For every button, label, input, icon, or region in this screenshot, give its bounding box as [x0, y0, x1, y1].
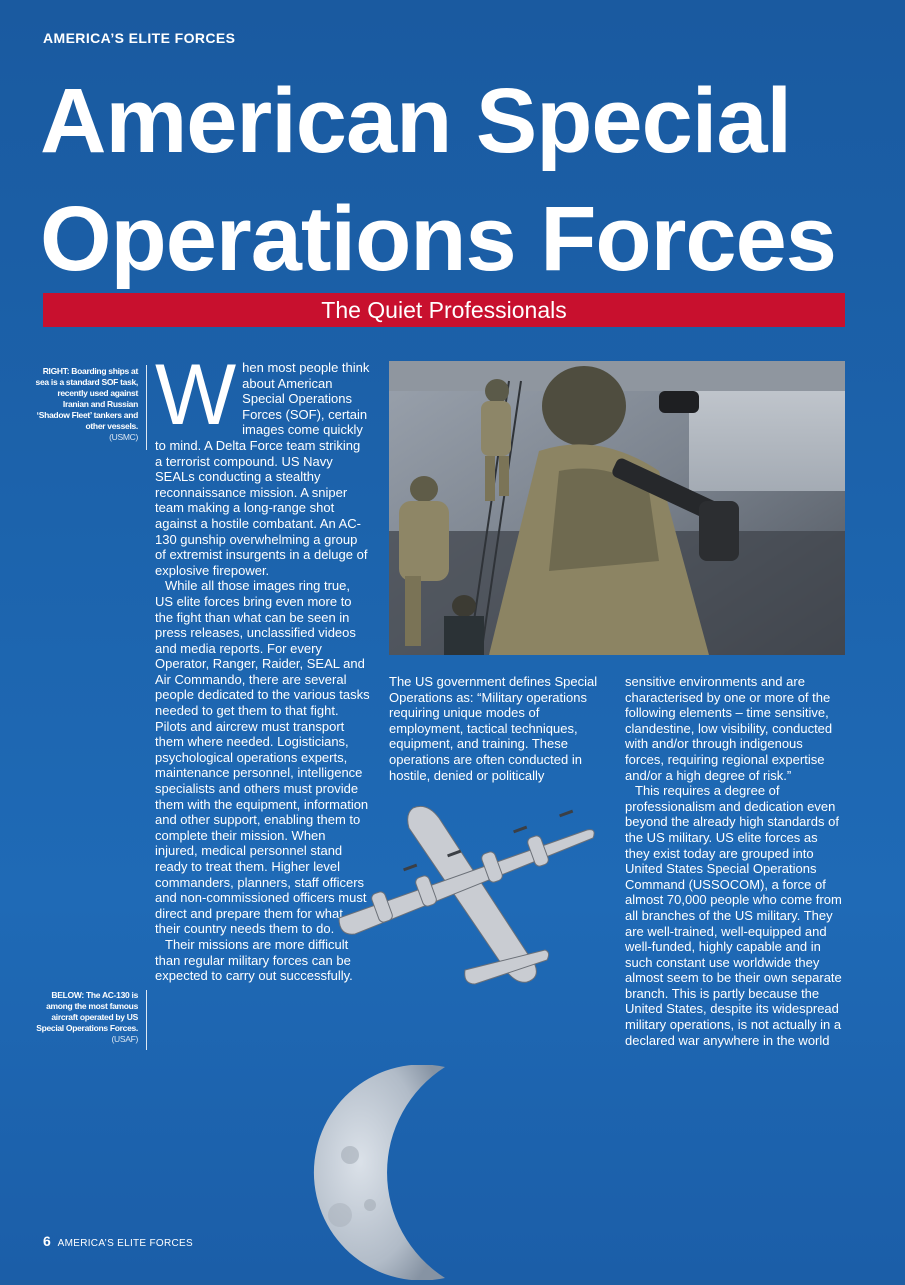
- photo-illustration: [389, 361, 845, 655]
- subtitle: The Quiet Professionals: [321, 297, 567, 323]
- ac-130-aircraft-image: [335, 800, 605, 990]
- paragraph: The US government defines Special Operations as: “Military operations requiring unique modes of employment, tactical techniques, equipment, and training. These operations are often conducted in hostile, denied or politically: [389, 674, 598, 783]
- caption-divider: [146, 990, 147, 1050]
- page-number: 6: [43, 1233, 52, 1249]
- paragraph: Their missions are more difficult than regular military forces can be expected to carry out successfully.: [155, 936, 353, 984]
- article-column-2: [389, 674, 604, 783]
- crescent-moon-image: [310, 1065, 460, 1280]
- paragraph: hen most people think about American Special Operations Forces (SOF), certain images come quickly to mind. A Delta Force team striking a terrorist compound. US Navy SEALs conducting a stealthy reconnaissance mission. A sniper team making a long-range shot against a hostile combatant. An AC-130 gunship overwhelming a group of extremist insurgents in a deluge of explosive firepower.: [155, 360, 370, 578]
- subtitle-banner: [43, 293, 845, 327]
- caption-right-text: RIGHT: Boarding ships at sea is a standard SOF task, recently used against Iranian and Russian ‘Shadow Fleet’ tankers and other vessels.: [35, 366, 138, 431]
- boarding-operators-photo: [389, 361, 845, 655]
- footer-label: AMERICA’S ELITE FORCES: [57, 1238, 193, 1249]
- paragraph: sensitive environments and are characterised by one or more of the following elements – time sensitive, clandestine, low visibility, conducted with and/or through indigenous forces, requiring regional expertise and/or a high degree of risk.”: [625, 674, 833, 783]
- page-title: [40, 62, 870, 298]
- paragraph: This requires a degree of professionalism and dedication even beyond the already high standards of the US military. US elite forces as they exist today are grouped into United States Special Operations Command (USSOCOM), a force of almost 70,000 people who come from all branches of the US military. They are well-trained, well-equipped and well-funded, highly capable and in such constant use worldwide they almost seem to be their own separate branch. This is partly because the United States, despite its widespread military operations, is not actually in a declared war anywhere in the world: [625, 783, 842, 1048]
- title-line-2: Operations Forces: [40, 188, 836, 290]
- caption-right-credit: (USMC): [109, 432, 138, 442]
- moon-illustration: [310, 1065, 460, 1280]
- caption-below-text: BELOW: The AC-130 is among the most famous aircraft operated by US Special Operations Forces.: [36, 990, 138, 1033]
- page-footer: [43, 1233, 193, 1249]
- aircraft-illustration: [335, 800, 605, 990]
- paragraph: While all those images ring true, US elite forces bring even more to the fight than what can be seen in press releases, unclassified videos and media reports. For every Operator, Ranger, Raider, SEAL and Air Commando, there are several people dedicated to the various tasks needed to get them to that fight. Pilots and aircrew must transport them where needed. Logisticians, psychological operations experts, maintenance personnel, intelligence specialists and others must provide them with the equipment, information and other support, enabling them to complete their mission. When injured, medical personnel stand ready to treat them. Higher level commanders, planners, staff officers and non-commissioned officers must direct and prepare them for what their country needs them to do.: [155, 578, 370, 937]
- caption-below-credit: (USAF): [111, 1034, 138, 1044]
- caption-below: [30, 990, 138, 1045]
- drop-cap: W: [155, 347, 237, 443]
- caption-divider: [146, 365, 147, 450]
- title-line-1: American Special: [40, 70, 792, 172]
- caption-right: [30, 366, 138, 443]
- article-column-3: [625, 674, 845, 1048]
- section-kicker: AMERICA’S ELITE FORCES: [43, 30, 236, 46]
